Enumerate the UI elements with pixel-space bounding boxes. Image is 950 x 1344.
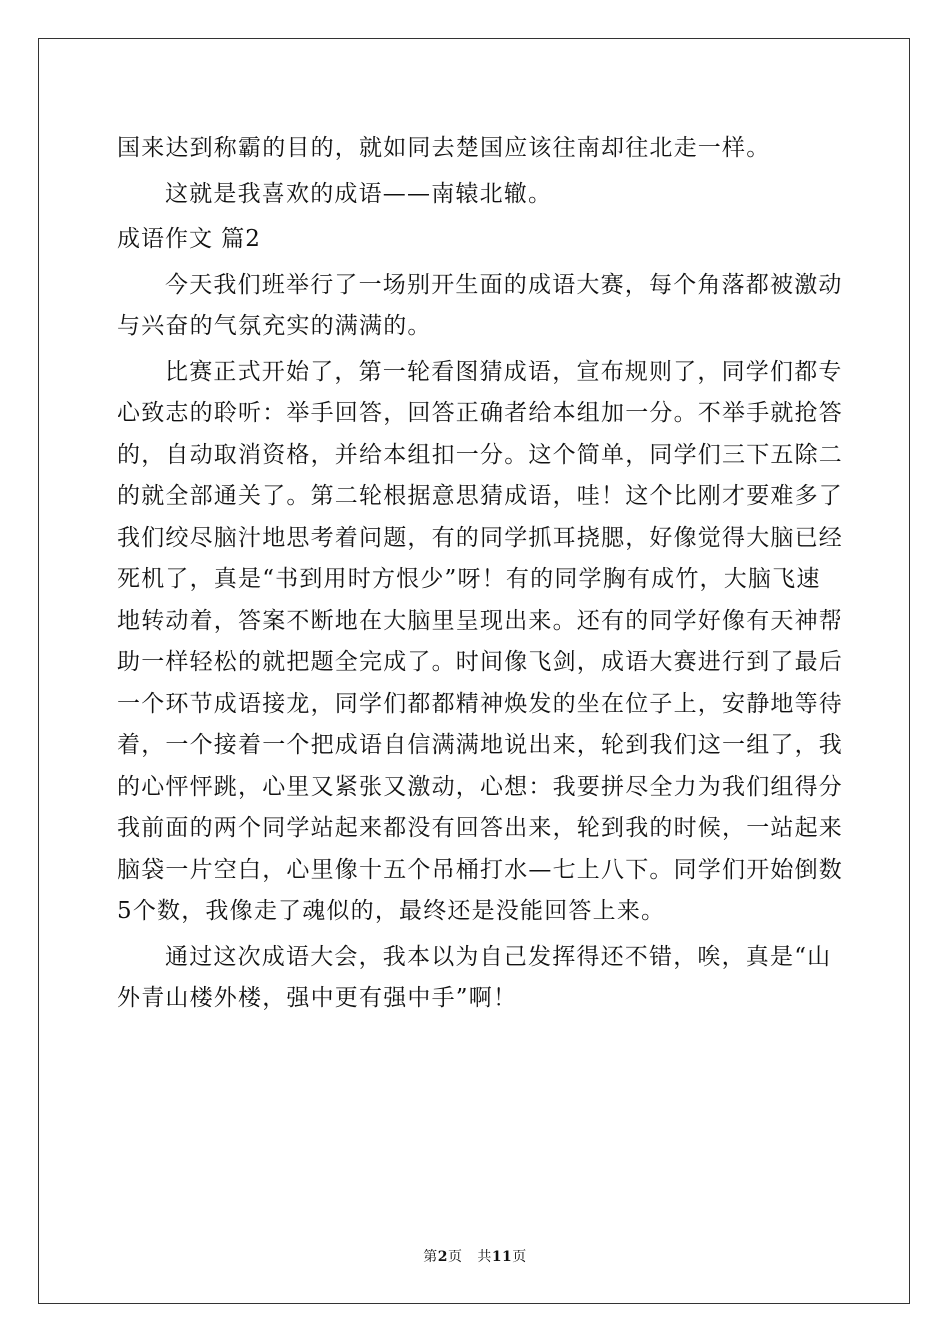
- paragraph-line: 外青山楼外楼，强中更有强中手”啊！: [117, 985, 518, 1011]
- paragraph-line: 比赛正式开始了，第一轮看图猜成语，宣布规则了，同学们都专: [165, 358, 843, 385]
- paragraph-line: 我们绞尽脑汁地思考着问题，有的同学抓耳挠腮，好像觉得大脑已经: [117, 524, 843, 551]
- paragraph-line: 今天我们班举行了一场别开生面的成语大赛，每个角落都被激动: [165, 271, 843, 298]
- paragraph-line: 着，一个接着一个把成语自信满满地说出来，轮到我们这一组了，我: [117, 732, 843, 758]
- paragraph-line: 这就是我喜欢的成语——南辕北辙。: [165, 180, 553, 207]
- page-suffix: 页: [447, 1249, 463, 1265]
- paragraph-line: 助一样轻松的就把题全完成了。时间像飞剑，成语大赛进行到了最后: [117, 649, 843, 675]
- document-body: [117, 128, 843, 1020]
- paragraph-line: 的心怦怦跳，心里又紧张又激动，心想：我要拼尽全力为我们组得分: [117, 773, 843, 800]
- total-prefix: 共: [477, 1249, 492, 1265]
- page-number: 2: [437, 1249, 448, 1265]
- page-footer: [0, 1246, 950, 1266]
- paragraph-line: 心致志的聆听：举手回答，回答正确者给本组加一分。不举手就抢答: [117, 400, 843, 426]
- paragraph-line: 国来达到称霸的目的，就如同去楚国应该往南却往北走一样。: [117, 135, 771, 161]
- paragraph-line: 与兴奋的气氛充实的满满的。: [117, 313, 432, 339]
- paragraph-line: 我前面的两个同学站起来都没有回答出来，轮到我的时候，一站起来: [117, 815, 843, 841]
- paragraph-line: 的就全部通关了。第二轮根据意思猜成语，哇！这个比刚才要难多了: [117, 483, 843, 509]
- paragraph-line: 地转动着，答案不断地在大脑里呈现出来。还有的同学好像有天神帮: [117, 607, 843, 634]
- paragraph-line: 通过这次成语大会，我本以为自己发挥得还不错，唉，真是“山: [165, 943, 832, 970]
- page-prefix: 第: [423, 1249, 438, 1265]
- paragraph-line: 5个数，我像走了魂似的，最终还是没能回答上来。: [117, 898, 666, 924]
- total-suffix: 页: [512, 1249, 527, 1265]
- paragraph-line: 一个环节成语接龙，同学们都都精神焕发的坐在位子上，安静地等待: [117, 690, 843, 717]
- paragraph-line: 死机了，真是“书到用时方恨少”呀！有的同学胸有成竹，大脑飞速: [117, 566, 821, 592]
- section-heading: 成语作文 篇2: [117, 226, 261, 252]
- paragraph-line: 脑袋一片空白，心里像十五个吊桶打水—七上八下。同学们开始倒数: [117, 856, 843, 883]
- paragraph-line: 的，自动取消资格，并给本组扣一分。这个简单，同学们三下五除二: [117, 441, 843, 468]
- total-pages: 11: [491, 1249, 513, 1265]
